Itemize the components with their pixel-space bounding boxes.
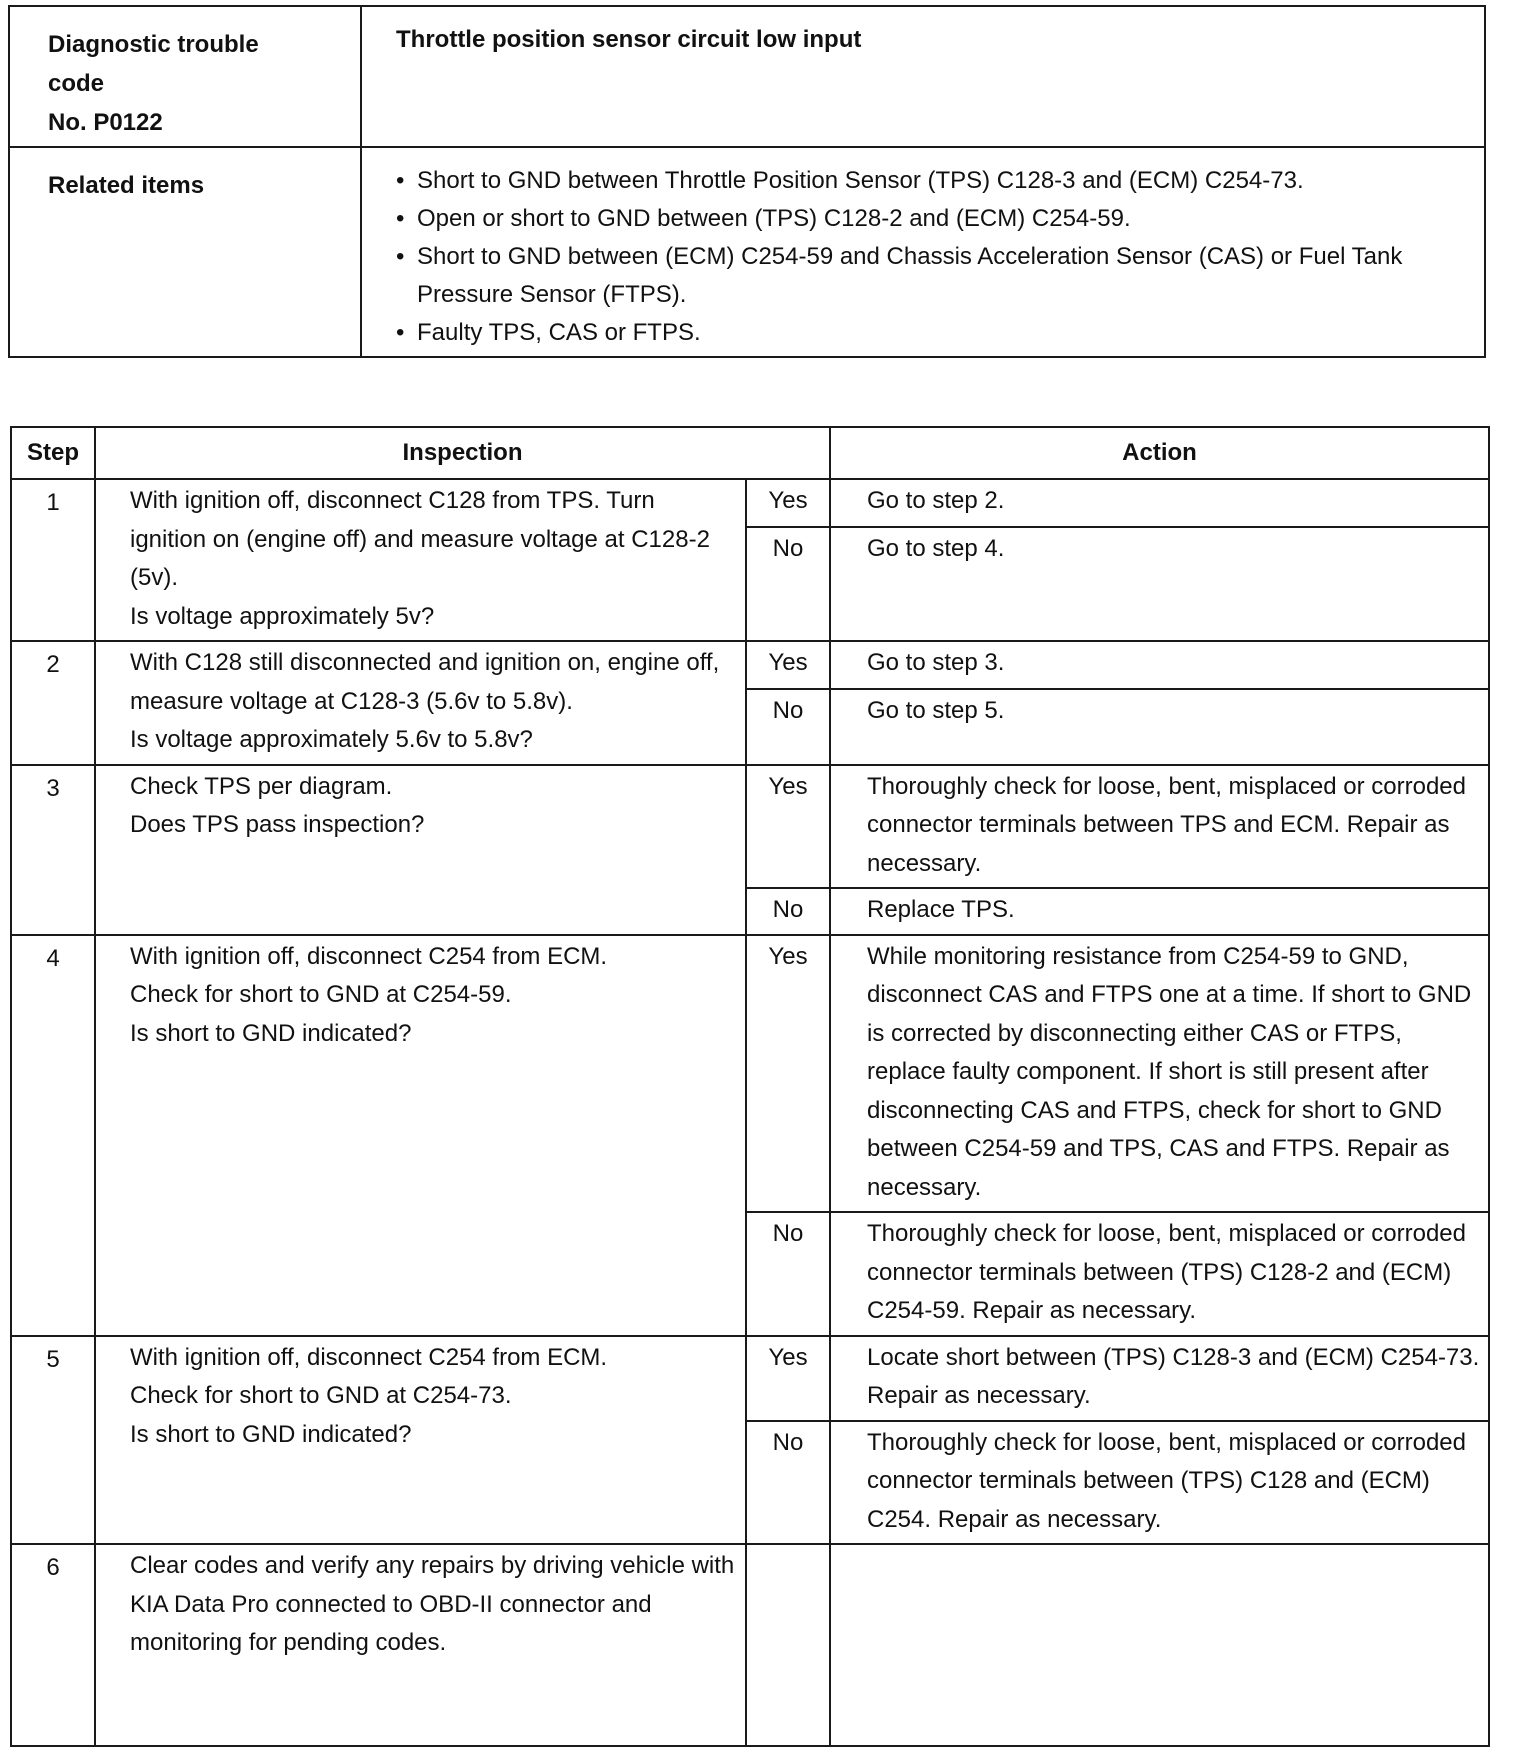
action-yes: Locate short between (TPS) C128-3 and (ECM) C254-73. Repair as necessary. [830,1336,1489,1421]
related-items-label: Related items [9,147,361,357]
bullet-icon: • [396,319,405,346]
bullet-icon: • [396,243,405,270]
related-item [396,162,1464,200]
step-inspection [95,641,746,765]
step-row [11,935,1489,1213]
inspection-question: Does TPS pass inspection? [130,811,425,838]
action-no: Go to step 5. [830,689,1489,765]
related-items-row [9,147,1485,357]
answer-no: No [746,527,830,641]
action-yes: Go to step 3. [830,641,1489,689]
action-no: Thoroughly check for loose, bent, misplaced or corroded connector terminals between (TPS) C128-2 and (ECM) C254-59. Repair as necessary. [830,1212,1489,1336]
dtc-header-table [8,5,1486,358]
step-row [11,1544,1489,1746]
dtc-label-line: Diagnostic trouble [48,31,259,58]
answer-yes: Yes [746,765,830,889]
step-number: 2 [11,641,95,765]
answer-no: No [746,888,830,935]
action-no: Thoroughly check for loose, bent, misplaced or corroded connector terminals between (TPS) C128 and (ECM) C254. Repair as necessary. [830,1421,1489,1545]
dtc-label-line: code [48,70,105,97]
related-item [396,238,1464,314]
dtc-code-number: No. P0122 [48,109,163,136]
step-inspection [95,1336,746,1545]
step-column-header: Step [11,427,95,479]
inspection-text: Check for short to GND at C254-73. [130,1382,512,1409]
step-number: 1 [11,479,95,641]
action-no: Go to step 4. [830,527,1489,641]
steps-header-row [11,427,1489,479]
step-number: 6 [11,1544,95,1746]
step-inspection: Clear codes and verify any repairs by driving vehicle with KIA Data Pro connected to OBD-II connector and monitoring for pending codes. [95,1544,746,1746]
answer-yes: Yes [746,935,830,1213]
action-yes: Thoroughly check for loose, bent, misplaced or corroded connector terminals between TPS and ECM. Repair as necessary. [830,765,1489,889]
inspection-question: Is short to GND indicated? [130,1420,412,1448]
related-item [396,314,1464,352]
bullet-icon: • [396,205,405,232]
inspection-text: With ignition off, disconnect C254 from ECM. [130,1343,608,1371]
answer-yes: Yes [746,641,830,689]
step-inspection [95,479,746,641]
action-yes: Go to step 2. [830,479,1489,527]
inspection-question: Is voltage approximately 5v? [130,602,435,630]
step-row [11,479,1489,527]
inspection-text: Check for short to GND at C254-59. [130,981,512,1008]
related-items-list [361,147,1485,357]
action-column-header: Action [830,427,1489,479]
dtc-code-row [9,6,1485,147]
answer-no: No [746,1212,830,1336]
related-item-text: Short to GND between (ECM) C254-59 and Chassis Acceleration Sensor (CAS) or Fuel Tank Pressure Sensor (FTPS). [417,243,1403,308]
related-item [396,200,1464,238]
step-inspection [95,935,746,1336]
step-row [11,765,1489,889]
answer-no: No [746,1421,830,1545]
answer-yes: Yes [746,1336,830,1421]
inspection-text: With ignition off, disconnect C128 from TPS. Turn ignition on (engine off) and measure voltage at C128-2 (5v). [130,487,710,591]
dtc-title: Throttle position sensor circuit low input [361,6,1485,147]
related-item-text: Open or short to GND between (TPS) C128-2 and (ECM) C254-59. [417,205,1131,232]
step-number: 4 [11,935,95,1336]
step-inspection [95,765,746,935]
action-no: Replace TPS. [830,888,1489,935]
answer-empty [746,1544,830,1746]
action-yes: While monitoring resistance from C254-59 to GND, disconnect CAS and FTPS one at a time. If short to GND is corrected by disconnecting either CAS or FTPS, replace faulty component. If short is still present after disconnecting CAS and FTPS, check for short to GND between C254-59 and TPS, CAS and FTPS. Repair as necessary. [830,935,1489,1213]
answer-yes: Yes [746,479,830,527]
inspection-text: With C128 still disconnected and ignition on, engine off, measure voltage at C128-3 (5.6v to 5.8v). [130,649,720,715]
inspection-text: Check TPS per diagram. [130,772,393,800]
step-row [11,1336,1489,1421]
inspection-column-header: Inspection [95,427,830,479]
action-empty [830,1544,1489,1746]
inspection-question: Is short to GND indicated? [130,1019,412,1047]
step-row [11,641,1489,689]
dtc-code-label [9,6,361,147]
inspection-question: Is voltage approximately 5.6v to 5.8v? [130,726,533,753]
step-number: 5 [11,1336,95,1545]
related-item-text: Faulty TPS, CAS or FTPS. [417,319,701,346]
inspection-steps-table [10,426,1490,1747]
inspection-text: With ignition off, disconnect C254 from ECM. [130,942,608,970]
step-number: 3 [11,765,95,935]
answer-no: No [746,689,830,765]
bullet-icon: • [396,167,405,194]
related-item-text: Short to GND between Throttle Position Sensor (TPS) C128-3 and (ECM) C254-73. [417,167,1304,194]
